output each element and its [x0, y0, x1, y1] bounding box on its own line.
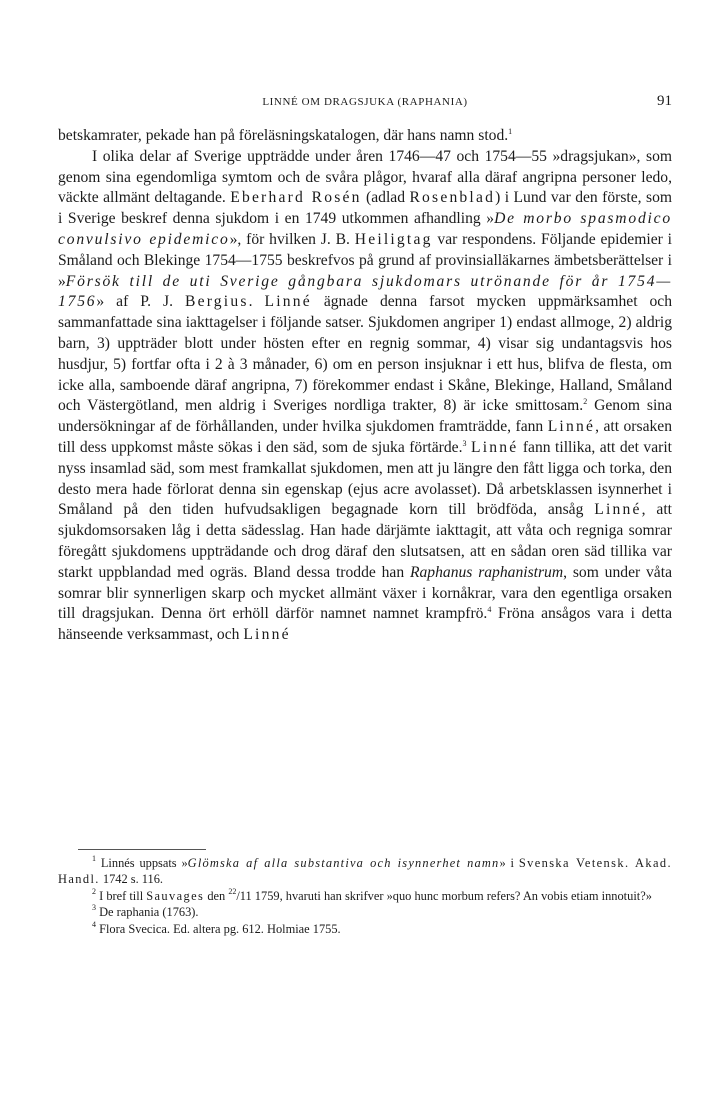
paragraph [58, 126, 672, 147]
paragraph [58, 147, 672, 646]
footnote-marker: 1 [92, 854, 96, 863]
footnote-marker: 4 [487, 605, 492, 615]
text-run: /11 1759, hvaruti han skrifver »quo hunc morbum refers? An vobis etiam innotuit?» [236, 888, 652, 903]
text-run: Bergius [184, 293, 249, 311]
footnotes [58, 855, 672, 937]
footnote [58, 904, 672, 920]
footnote-marker: 2 [92, 886, 96, 896]
footnote-rule [78, 849, 206, 850]
text-run: Försök till de uti Sverige gångbara sjukdomars utrönande för år 1754—1756 [58, 272, 672, 311]
footnote-marker: 2 [583, 397, 588, 407]
footnote-marker: 4 [92, 919, 96, 929]
text-run: » i [499, 856, 519, 870]
text-run: . [248, 293, 265, 311]
text-run: Fröna ansågos vara i detta hänseende verksammast, och [58, 605, 672, 644]
text-run: Svenska Vetensk. Akad. Handl. [58, 856, 672, 887]
text-run: Linné [470, 438, 519, 456]
text-run: ägnade denna farsot mycken uppmärksamhet och sammanfattade sina iakttagelser i följande satser. Sjukdomen angriper 1) endast allmoge, 2) aldrig barn, 3) uppträder blott under hösten efter en regnig sommar, 4) visar sig undantagsvis hos husdjur, 5) fortfar ofta i 2 à 3 månader, 6) om en person insjuknar i ett hus, blifva de flesta, om icke alla, samboende däraf angripna, 7) förekommer endast i Skåne, Blekinge, Halland, Småland och Västergötland, men aldrig i Sveriges nordliga trakter, 8) är icke smittosam. [58, 293, 673, 415]
footnote [58, 888, 672, 904]
text-run: Genom sina undersökningar af de förhållanden, under hvilka sjukdomen framträdde, fann [58, 397, 672, 436]
text-run: ) i Lund var den förste, som i Sverige beskref denna sjukdom i en 1749 utkommen afhandling » [58, 189, 673, 228]
text-run: , som under våta somrar blir synnerligen skarp och mycket allmänt växer i kornåkrar, vara den egentliga orsaken till dragsjukan. Denna ört erhöll därför namnet namnet krampfrö. [58, 563, 672, 623]
text-run: Glömska af alla substantiva och isynnerhet namn [187, 856, 500, 870]
page-header [58, 93, 672, 113]
text-run: 1742 s. 116. [99, 872, 163, 887]
text-run: Eberhard Rosén [230, 189, 362, 207]
text-run: » af P. J. [96, 293, 185, 311]
footnote-marker: 3 [462, 438, 467, 448]
text-run: Linné [243, 626, 291, 644]
text-run: var respondens. Följande epidemier i Småland och Blekinge 1754—1755 beskrefvos på grund af provinsialläkarnes ämbetsberättelser i » [58, 230, 672, 290]
text-run: (adlad [361, 189, 410, 207]
text-run: den [204, 888, 229, 903]
text-run: Sauvages [146, 888, 205, 903]
body-text [58, 126, 672, 646]
footnote [58, 855, 672, 888]
text-run: Linné [594, 501, 642, 519]
text-run: Flora Svecica. Ed. altera pg. 612. Holmiae 1755. [96, 921, 341, 936]
text-run: Rosenblad [409, 189, 496, 207]
text-run: betskamrater, pekade han på föreläsningskatalogen, där hans namn stod. [58, 127, 509, 144]
footnote-marker: 22 [228, 886, 237, 896]
text-run: Raphanus raphanistrum [409, 563, 564, 581]
text-run: », för hvilken J. B. [229, 230, 355, 248]
text-run: Linnés uppsats » [96, 856, 188, 870]
footnote-marker: 1 [508, 127, 513, 136]
footnote [58, 921, 672, 937]
text-run: Linné [264, 293, 312, 311]
footnote-marker: 3 [92, 903, 96, 913]
text-run: I olika delar af Sverige uppträdde under åren 1746—47 och 1754—55 »dragsjukan», som genom sina egendomliga symtom och de svåra plågor, hvaraf alla däraf angripna personer ledo, väckte allmänt deltagande. [58, 147, 672, 207]
text-run: , att sjukdomsorsaken låg i detta sädesslag. Han hade därjämte iakttagit, att våta och regniga somrar föregått sjukdomens uppträdande och drog däraf den slutsatsen, att en sådan oren säd tillika var starkt uppblandad med ogräs. Bland dessa trodde han [58, 501, 672, 581]
running-title: LINNÉ OM DRAGSJUKA (RAPHANIA) [262, 96, 468, 108]
text-run: Heiligtag [354, 230, 433, 248]
text-run: Linné [547, 418, 596, 436]
text-run: fann tillika, att det varit nyss insamlad säd, som mest framkallat sjukdomen, men att ju längre den fått ligga och torka, den desto mera hade förlorat denna sin egenskap (ejus acre avolasset). Då arbetsklassen isynnerhet i Småland på den tiden hufvudsakligen begagnade korn till brödföda, ansåg [58, 438, 672, 519]
text-run: De morbo spasmodico convulsivo epidemico [58, 210, 672, 248]
text-run: I bref till [96, 888, 147, 903]
text-run: , att orsaken till dess uppkomst måste sökas i den säd, som de sjuka förtärde. [58, 418, 672, 456]
page-number: 91 [657, 93, 672, 109]
text-run: De raphania (1763). [96, 905, 199, 920]
